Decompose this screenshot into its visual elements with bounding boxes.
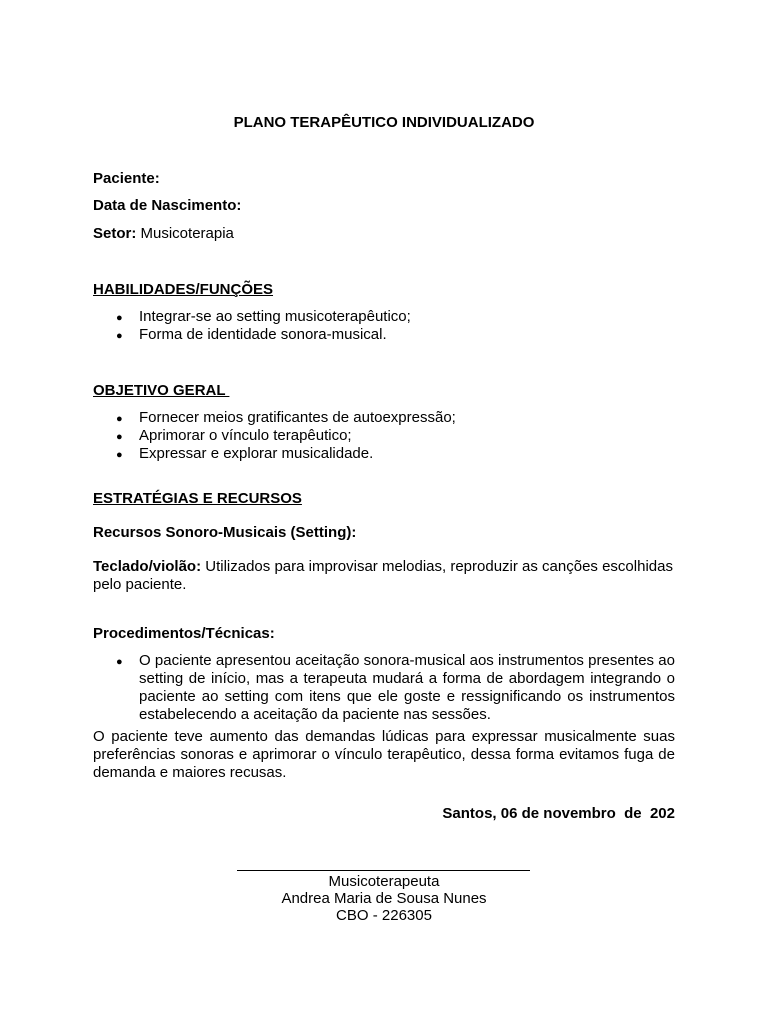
bullet-icon: ● [116, 413, 123, 425]
procedimentos-item: O paciente apresentou aceitação sonora-musical aos instrumentos presentes ao setting de início, mas a terapeuta mudará a forma de abordagem integrando o paciente ao setting com itens que ele goste e ressignificando os instrumentos estabelecendo a aceitação da paciente nas sessões. [139, 652, 675, 723]
bullet-icon: ● [116, 449, 123, 461]
procedimentos-paragraph: O paciente teve aumento das demandas lúdicas para expressar musicalmente suas preferências sonoras e aprimorar o vínculo terapêutico, dessa forma evitamos fuga de demanda e maiores recusas. [93, 728, 675, 781]
teclado-text: Utilizados para improvisar melodias, reproduzir as canções escolhidas pelo paciente. [93, 558, 673, 593]
signature-name: Andrea Maria de Sousa Nunes [281, 890, 487, 907]
bullet-icon: ● [116, 312, 123, 324]
objetivo-heading: OBJETIVO GERAL [93, 382, 230, 399]
procedimentos-heading: Procedimentos/Técnicas: [93, 625, 275, 642]
document-title: PLANO TERAPÊUTICO INDIVIDUALIZADO [233, 114, 535, 131]
bullet-icon: ● [116, 656, 123, 668]
recursos-heading: Recursos Sonoro-Musicais (Setting): [93, 524, 357, 541]
objetivo-item: Aprimorar o vínculo terapêutico; [139, 427, 352, 444]
bullet-icon: ● [116, 330, 123, 342]
objetivo-item: Fornecer meios gratificantes de autoexpressão; [139, 409, 456, 426]
objetivo-item: Expressar e explorar musicalidade. [139, 445, 374, 462]
paciente-label: Paciente: [93, 170, 160, 187]
signature-line [237, 870, 530, 871]
date-line: Santos, 06 de novembro de 202 [442, 805, 675, 822]
habilidades-item: Forma de identidade sonora-musical. [139, 326, 387, 343]
setor-label: Setor: [93, 225, 137, 242]
teclado-label: Teclado/violão: [93, 558, 202, 575]
teclado-paragraph [93, 558, 675, 594]
nascimento-label: Data de Nascimento: [93, 197, 242, 214]
bullet-icon: ● [116, 431, 123, 443]
setor-value: Musicoterapia [136, 225, 234, 242]
estrategias-heading: ESTRATÉGIAS E RECURSOS [93, 490, 302, 507]
signature-role: Musicoterapeuta [328, 873, 440, 890]
habilidades-item: Integrar-se ao setting musicoterapêutico; [139, 308, 411, 325]
habilidades-heading: HABILIDADES/FUNÇÕES [93, 281, 274, 298]
signature-cbo: CBO - 226305 [336, 907, 432, 924]
setor-line [93, 225, 234, 243]
